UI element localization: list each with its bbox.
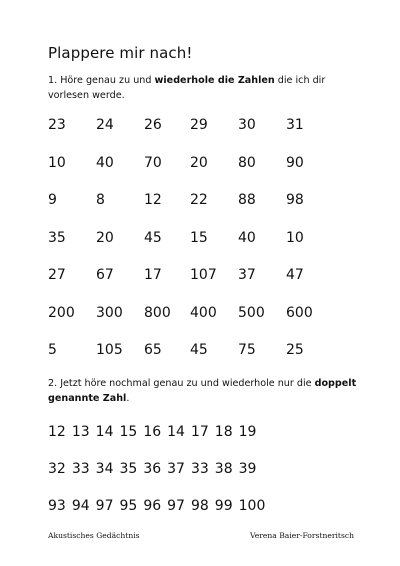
grid-cell: 67 [96,267,114,283]
task-2-instruction [48,376,378,406]
grid-cell: 26 [144,117,162,133]
grid-cell: 98 [286,192,304,208]
grid-cell: 20 [190,154,208,171]
grid-cell: 25 [286,342,304,358]
sequence-number: 17 [190,424,209,440]
grid-cell: 29 [190,117,208,133]
footer-right: Verena Baier-Forstneritsch [249,531,354,540]
page-title: Plappere mir nach! [48,44,193,62]
sequence-number: 38 [214,461,233,477]
sequence-number: 100 [238,498,266,514]
grid-cell: 107 [190,267,217,283]
sequence-number: 35 [119,461,138,477]
grid-cell: 105 [96,342,123,358]
grid-cell: 22 [190,192,208,208]
grid-cell: 40 [96,154,114,171]
grid-cell: 500 [238,304,265,321]
sequence-number: 94 [71,498,90,514]
grid-cell: 75 [238,342,256,358]
sequence-number: 93 [48,498,66,514]
grid-cell: 88 [238,192,256,208]
sequence-number: 15 [119,424,138,440]
grid-cell: 600 [286,304,313,321]
grid-cell: 300 [96,304,123,321]
sequence-number: 39 [238,461,257,477]
sequence-number: 32 [48,461,66,477]
number-sequence [48,461,262,477]
grid-cell: 8 [96,192,105,208]
grid-cell: 200 [48,304,75,321]
grid-cell: 45 [144,229,162,246]
grid-cell: 30 [238,117,256,133]
number-sequence [48,424,262,440]
footer-left: Akustisches Gedächtnis [48,531,140,540]
sequence-number: 98 [190,498,209,514]
task-2-prefix: 2. Jetzt höre nochmal genau zu und wiederhole nur die [48,378,315,389]
grid-cell: 800 [144,304,171,321]
grid-cell: 17 [144,267,162,283]
grid-cell: 37 [238,267,256,283]
task-2-emphasis: doppelt genannte Zahl [48,378,357,404]
sequence-number: 36 [143,461,162,477]
grid-cell: 9 [48,192,57,208]
grid-cell: 90 [286,154,304,171]
sequence-number: 16 [143,424,162,440]
sequence-number: 96 [143,498,162,514]
grid-cell: 80 [238,154,256,171]
sequence-number: 19 [238,424,257,440]
task-1-emphasis: wiederhole die Zahlen [154,75,275,86]
sequence-number: 37 [167,461,185,477]
grid-cell: 45 [190,342,208,358]
grid-cell: 5 [48,342,57,358]
sequence-number: 95 [119,498,138,514]
grid-cell: 400 [190,304,217,321]
grid-cell: 24 [96,117,114,133]
grid-cell: 47 [286,267,304,283]
sequence-number: 33 [190,461,209,477]
grid-cell: 23 [48,117,66,133]
grid-cell: 12 [144,192,162,208]
grid-cell: 40 [238,229,256,246]
sequence-number: 18 [214,424,233,440]
grid-cell: 65 [144,342,162,358]
number-sequence [48,498,271,514]
sequence-number: 34 [95,461,114,477]
sequence-number: 33 [71,461,90,477]
sequence-number: 13 [71,424,90,440]
task-2-suffix: . [126,393,130,404]
sequence-number: 99 [214,498,233,514]
grid-cell: 27 [48,267,66,283]
task-1-prefix: 1. Höre genau zu und [48,75,155,86]
task-1-suffix: die ich dir vorlesen werde. [48,75,326,101]
grid-cell: 35 [48,229,66,246]
sequence-number: 97 [167,498,185,514]
grid-cell: 20 [96,229,114,246]
sequence-number: 97 [95,498,114,514]
grid-cell: 70 [144,154,162,171]
grid-cell: 10 [286,229,304,246]
sequence-number: 14 [167,424,185,440]
grid-cell: 10 [48,154,66,171]
grid-cell: 15 [190,229,208,246]
sequence-number: 12 [48,424,66,440]
grid-cell: 31 [286,117,304,133]
task-1-instruction [48,73,368,103]
sequence-number: 14 [95,424,114,440]
